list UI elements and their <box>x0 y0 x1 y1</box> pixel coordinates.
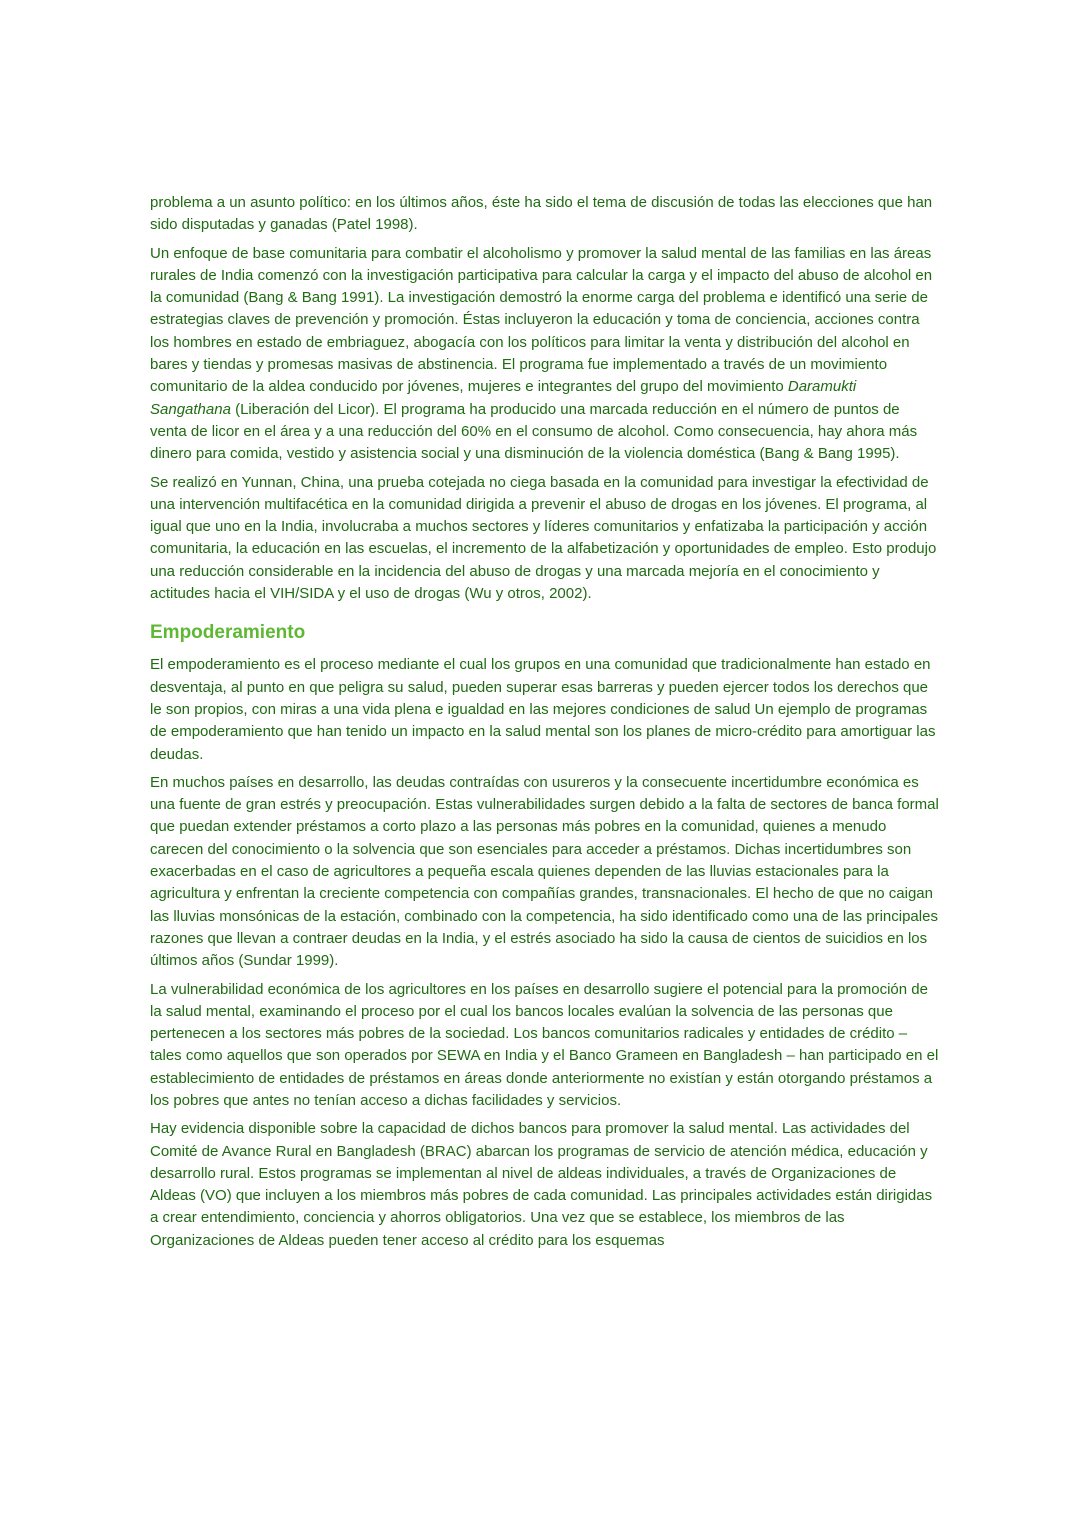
section-heading-empoderamiento: Empoderamiento <box>150 622 306 644</box>
paragraph-text: (Liberación del Licor). El programa ha producido una marcada reducción en el número de puntos de venta de licor en el área y a una reducción del 60% en el consumo de alcohol. Como consecuencia, hay ahora más dinero para comida, vestido y asistencia social y una disminución de la violencia doméstica (Bang & Bang 1995). <box>150 400 918 463</box>
movement-name: Daramukti Sangathana <box>150 378 857 418</box>
paragraph-alcohol-politics: problema a un asunto político: en los últimos años, éste ha sido el tema de discusión de todas las elecciones que han sido disputadas y ganadas (Patel 1998). <box>150 194 933 234</box>
paragraph-text: Un enfoque de base comunitaria para combatir el alcoholismo y promover la salud mental de las familias en las áreas rurales de India comenzó con la investigación participativa para calcular la carga y el impacto del abuso de alcohol en la comunidad (Bang & Bang 1991). La investigación demostró la enorme carga del problema e identificó una serie de estrategias claves de prevención y promoción. Éstas incluyeron la educación y toma de conciencia, acciones contra los hombres en estado de embriaguez, abogacía con los políticos para limitar la venta y distribución del alcohol en bares y tiendas y promesas masivas de abstinencia. El programa fue implementado a través de un movimiento comunitario de la aldea conducido por jóvenes, mujeres e integrantes del grupo del movimiento <box>150 244 933 396</box>
paragraph-debt-stress: En muchos países en desarrollo, las deudas contraídas con usureros y la consecuente incertidumbre económica es una fuente de gran estrés y preocupación. Estas vulnerabilidades surgen debido a la falta de sectores de banca formal que puedan extender préstamos a corto plazo a las personas más pobres en la comunidad, quienes a menudo carecen del conocimiento o la solvencia que son esenciales para acceder a préstamos. Dichas incertidumbres son exacerbadas en el caso de agricultores a pequeña escala quienes dependen de las lluvias estacionales para la agricultura y enfrentan la creciente competencia con compañías grandes, transnacionales. El hecho de que no caigan las lluvias monsónicas de la estación, combinado con la competencia, ha sido identificado como una de las principales razones que llevan a contraer deudas en la India, y el estrés asociado ha sido la causa de cientos de suicidios en los últimos años (Sundar 1999). <box>150 773 939 970</box>
paragraph-india-alcohol-program <box>150 243 940 466</box>
document-page <box>150 192 940 1258</box>
paragraph-empowerment-definition: El empoderamiento es el proceso mediante el cual los grupos en una comunidad que tradicionalmente han estado en desventaja, al punto en que peligra su salud, pueden superar esas barreras y pueden ejercer todos los derechos que le son propios, con miras a una vida plena e igualdad en las mejores condiciones de salud Un ejemplo de programas de empoderamiento que han tenido un impacto en la salud mental son los planes de micro-crédito para amortiguar las deudas. <box>150 656 936 763</box>
paragraph-community-banks: La vulnerabilidad económica de los agricultores en los países en desarrollo sugiere el potencial para la promoción de la salud mental, examinando el proceso por el cual los bancos locales evalúan la solvencia de las personas que pertenecen a los sectores más pobres de la sociedad. Los bancos comunitarios radicales y entidades de crédito – tales como aquellos que son operados por SEWA en India y el Banco Grameen en Bangladesh – han participado en el establecimiento de entidades de préstamos en áreas donde anteriormente no existían y están otorgando préstamos a los pobres que antes no tenían acceso a dichas facilidades y servicios. <box>150 980 939 1109</box>
paragraph-brac-evidence: Hay evidencia disponible sobre la capacidad de dichos bancos para promover la salud mental. Las actividades del Comité de Avance Rural en Bangladesh (BRAC) abarcan los programas de servicio de atención médica, educación y desarrollo rural. Estos programas se implementan al nivel de aldeas individuales, a través de Organizaciones de Aldeas (VO) que incluyen a los miembros más pobres de cada comunidad. Las principales actividades están dirigidas a crear entendimiento, conciencia y ahorros obligatorios. Una vez que se establece, los miembros de las Organizaciones de Aldeas pueden tener acceso al crédito para los esquemas <box>150 1120 933 1249</box>
paragraph-yunnan-trial: Se realizó en Yunnan, China, una prueba cotejada no ciega basada en la comunidad para investigar la efectividad de una intervención multifacética en la comunidad dirigida a prevenir el abuso de drogas en los jóvenes. El programa, al igual que uno en la India, involucraba a muchos sectores y líderes comunitarios y enfatizaba la participación y acción comunitaria, la educación en las escuelas, el incremento de la alfabetización y oportunidades de empleo. Esto produjo una reducción considerable en la incidencia del abuso de drogas y una marcada mejoría en el conocimiento y actitudes hacia el VIH/SIDA y el uso de drogas (Wu y otros, 2002). <box>150 473 937 603</box>
